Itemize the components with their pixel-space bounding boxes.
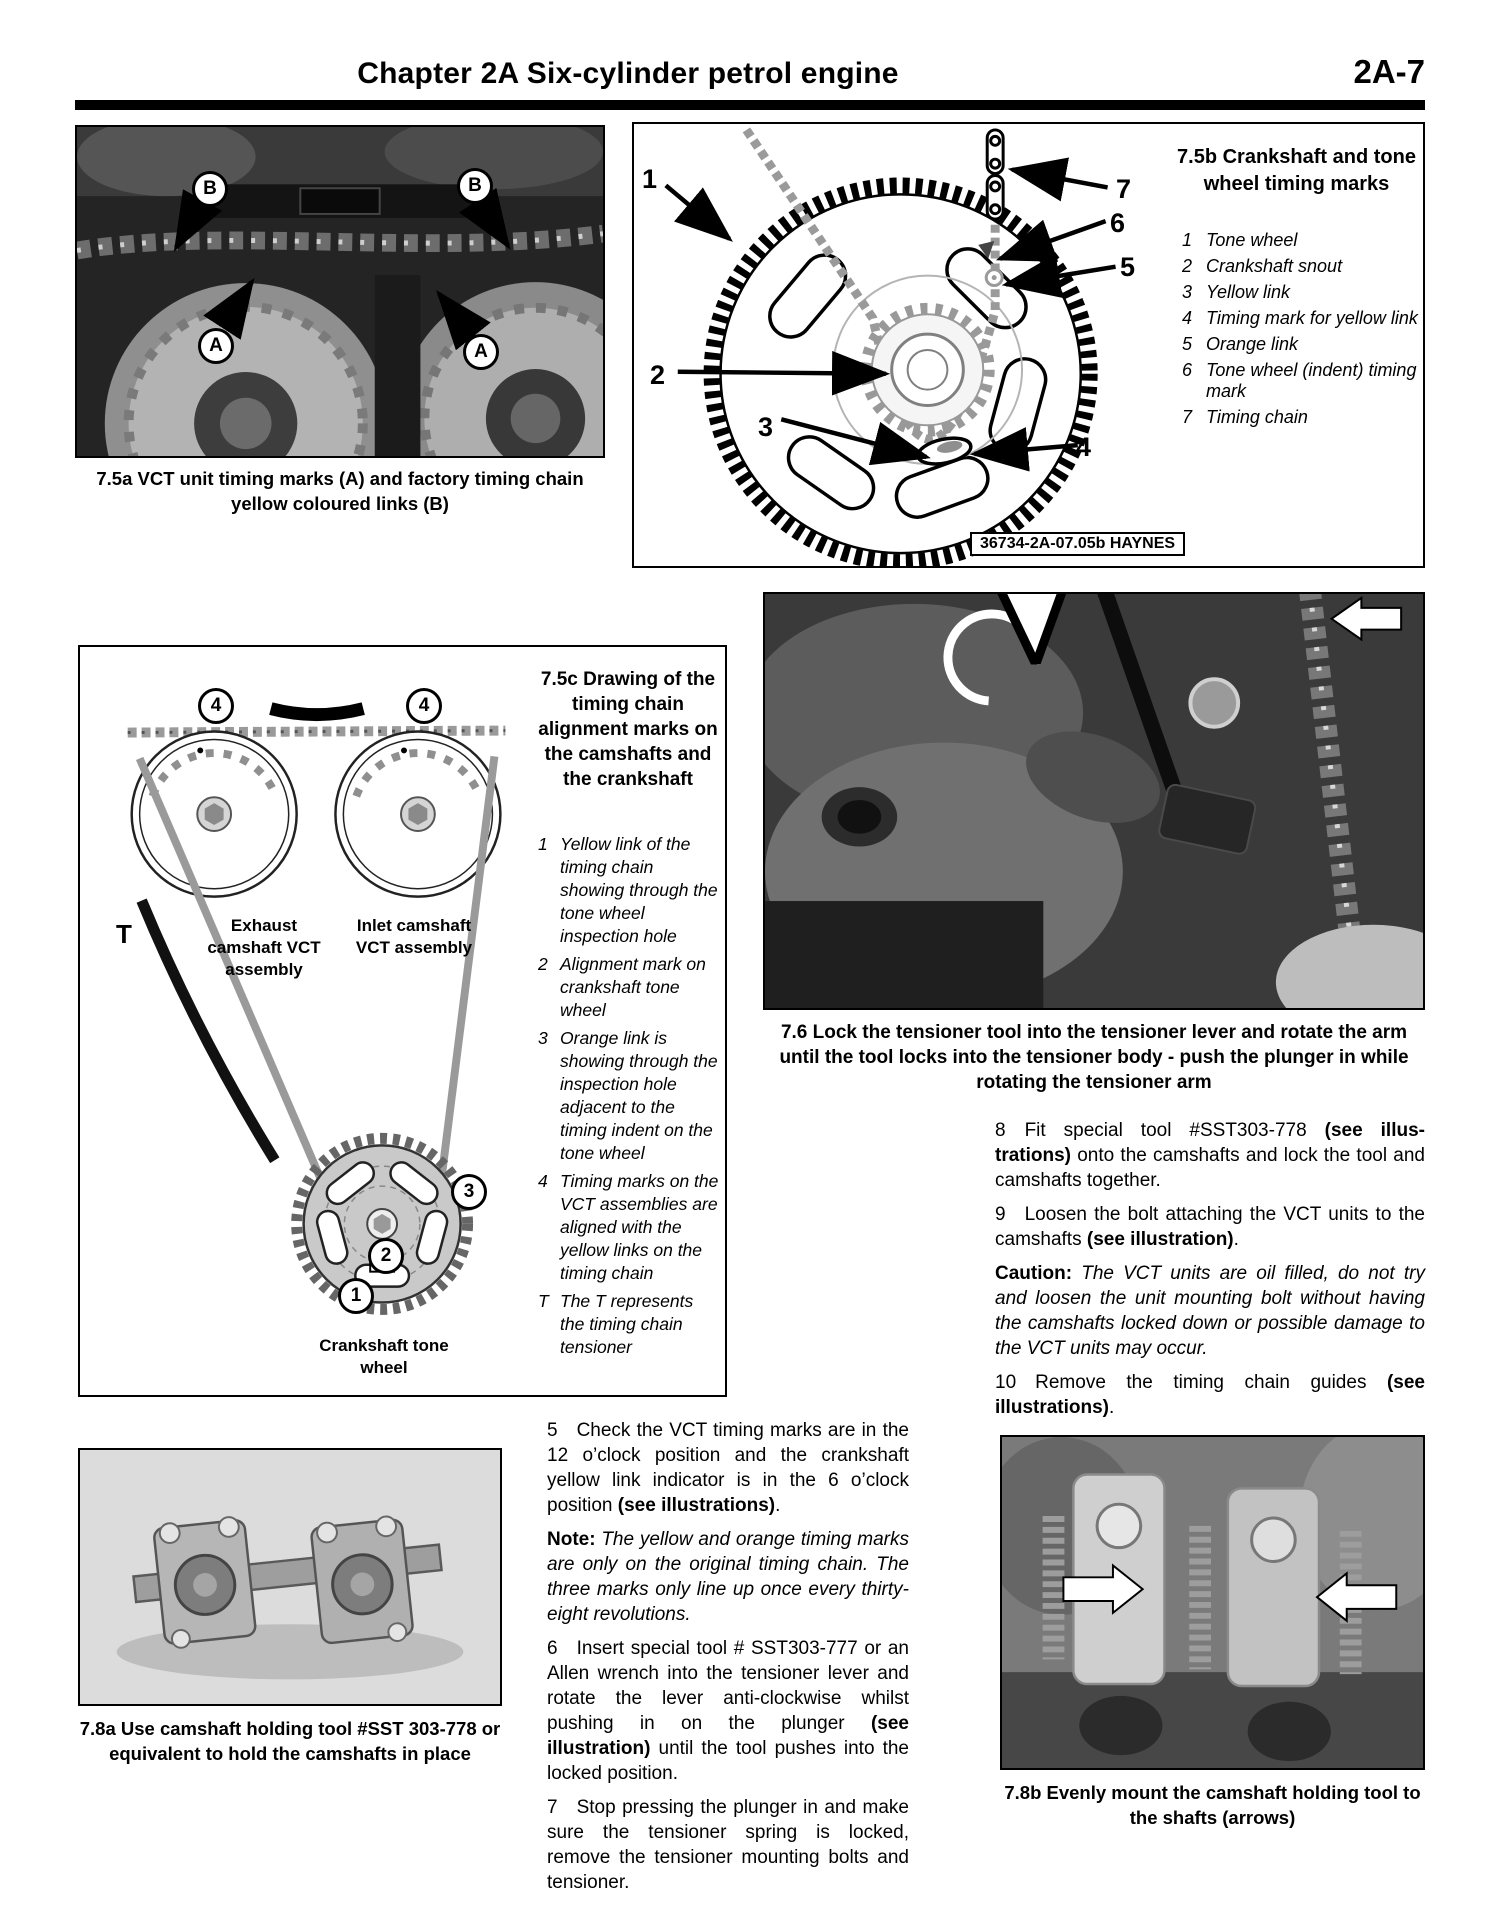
callout-2: 2: [368, 1238, 404, 1274]
label-crankshaft-tone-wheel: Crankshaft tone wheel: [319, 1336, 449, 1377]
legend-item: 3 Orange link is showing through the inspection hole adjacent to the timing indent on the tone wheel: [538, 1028, 718, 1163]
callout-4-right: 4: [406, 688, 442, 724]
figure-7-5a-photo: [75, 125, 605, 458]
legend-7-5c: [538, 833, 720, 1364]
legend-item: 4 Timing mark for yellow link: [1182, 308, 1418, 328]
paragraph-note: Note: The yellow and orange timing marks are only on the original timing chain. The three marks only line up once every thirty-eight revolutions.: [547, 1529, 909, 1625]
callout-3: 3: [451, 1174, 487, 1210]
paragraph-caution: Caution: The VCT units are oil filled, do not try and loosen the unit mounting bolt without having the camshafts locked down or possible damage to the VCT units may occur.: [995, 1263, 1425, 1359]
callout-1: 1: [642, 164, 658, 194]
figure-7-5c-diagram: [78, 645, 727, 1397]
legend-item: 6 Tone wheel (indent) timing mark: [1182, 360, 1417, 401]
figure-7-8b-photo: [1000, 1435, 1425, 1770]
legend-item: 7 Timing chain: [1182, 407, 1308, 427]
paragraph-7: 7 Stop pressing the plunger in and make sure the tensioner spring is locked, remove the tensioner mounting bolts and tensioner.: [547, 1797, 909, 1893]
vct-units-photo-illustration: [77, 127, 603, 456]
label-exhaust-camshaft: Exhaust camshaft VCT assembly: [207, 916, 321, 979]
legend-item: 1 Tone wheel: [1182, 230, 1298, 250]
timing-mark-a-right: A: [463, 334, 499, 370]
callout-3: 3: [758, 412, 774, 442]
label-inlet-camshaft: Inlet camshaft VCT assembly: [355, 916, 473, 957]
paragraph-6: 6 Insert special tool # SST303-777 or an Allen wrench into the tensioner lever and rotate the lever anti-clockwise whilst pushing in on the plunger (see illustration) until the tool pushes into the locked position.: [547, 1638, 909, 1784]
paragraph-5: 5 Check the VCT timing marks are in the 12 o’clock position and the crankshaft yellow link indicator is in the 6 o’clock position (see illustrations).: [547, 1420, 909, 1516]
callout-1: 1: [338, 1278, 374, 1314]
legend-item: 3 Yellow link: [1182, 282, 1291, 302]
legend-item: 4 Timing marks on the VCT assemblies are aligned with the yellow links on the timing chain: [538, 1171, 719, 1283]
paragraph-10: 10 Remove the timing chain guides (see illustrations).: [995, 1372, 1425, 1418]
tensioner-t-label: T: [116, 919, 132, 949]
caption-7-5a: 7.5a VCT unit timing marks (A) and factory timing chain yellow coloured links (B): [96, 468, 584, 514]
chapter-title: Chapter 2A Six-cylinder petrol engine: [357, 57, 899, 90]
callout-2: 2: [650, 360, 666, 390]
figure-7-6-photo: [763, 592, 1425, 1010]
text-column-right: [995, 1118, 1425, 1429]
legend-7-5b: [1182, 230, 1420, 433]
timing-mark-b-left: B: [192, 171, 228, 207]
legend-item: T The T represents the timing chain tensioner: [538, 1291, 694, 1357]
timing-mark-b-right: B: [457, 168, 493, 204]
callout-5: 5: [1120, 252, 1136, 282]
legend-item: 5 Orange link: [1182, 334, 1299, 354]
holding-tool-photo-illustration: [80, 1450, 500, 1704]
legend-item: 2 Alignment mark on crankshaft tone wheel: [538, 954, 706, 1020]
paragraph-9: 9 Loosen the bolt attaching the VCT units to the camshafts (see illustration).: [995, 1204, 1425, 1250]
callout-6: 6: [1110, 208, 1126, 238]
legend-item: 1 Yellow link of the timing chain showing through the tone wheel inspection hole: [538, 834, 718, 946]
figure-title-7-5b: 7.5b Crankshaft and tone wheel timing marks: [1177, 146, 1416, 195]
timing-mark-a-left: A: [198, 328, 234, 364]
figure-title-7-5c: 7.5c Drawing of the timing chain alignment marks on the camshafts and the crankshaft: [538, 669, 718, 790]
page-number: 2A-7: [1353, 53, 1425, 90]
camshaft-holding-photo-illustration: [1002, 1437, 1423, 1768]
figure-7-5b-diagram: [632, 122, 1425, 568]
callout-7: 7: [1116, 174, 1132, 204]
caption-7-6: 7.6 Lock the tensioner tool into the tensioner lever and rotate the arm until the tool locks into the tensioner body - push the plunger in while rotating the tensioner arm: [779, 1022, 1409, 1093]
haynes-stamp: 36734-2A-07.05b HAYNES: [970, 532, 1185, 556]
paragraph-8: 8 Fit special tool #SST303-778 (see illustrations) onto the camshafts and lock the tool and camshafts together.: [995, 1120, 1425, 1191]
callout-4-left: 4: [198, 688, 234, 724]
caption-7-8a: 7.8a Use camshaft holding tool #SST 303-778 or equivalent to hold the camshafts in place: [79, 1718, 501, 1764]
caption-7-8b: 7.8b Evenly mount the camshaft holding tool to the shafts (arrows): [1004, 1782, 1421, 1828]
tensioner-photo-illustration: [765, 594, 1423, 1008]
text-column-middle: [547, 1418, 909, 1904]
figure-7-8a-photo: [78, 1448, 502, 1706]
header-rule: [75, 100, 1425, 110]
legend-item: 2 Crankshaft snout: [1182, 256, 1343, 276]
callout-4: 4: [1076, 432, 1092, 462]
